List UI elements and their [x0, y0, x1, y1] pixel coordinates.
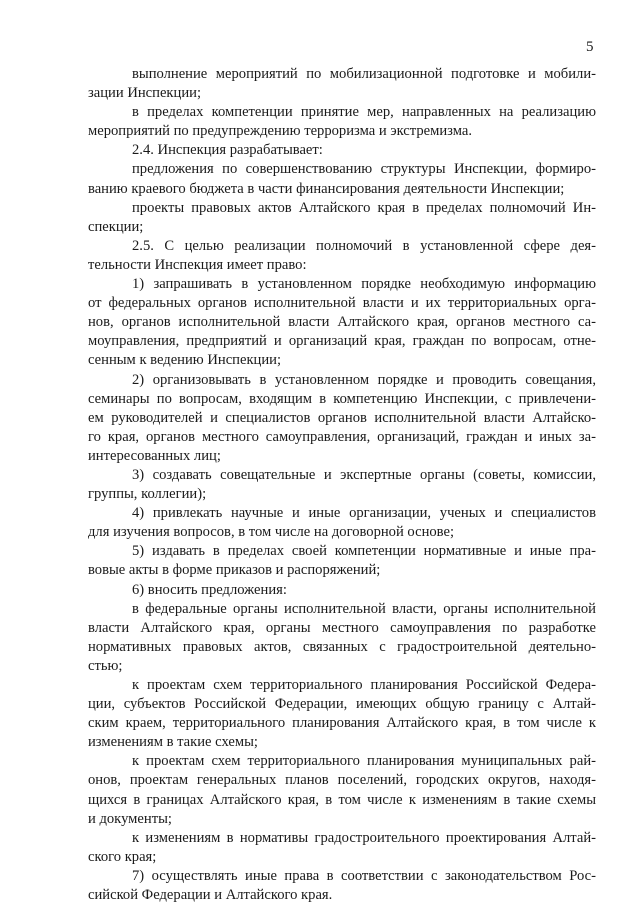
text-line: ванию краевого бюджета в части финансирования деятельности Инспекции;: [88, 180, 565, 197]
text-line: вовые акты в форме приказов и распоряжений;: [88, 562, 381, 579]
text-line: в пределах компетенции принятие мер, направленных на реализацию: [132, 104, 596, 121]
text-line: 5) издавать в пределах своей компетенции нормативные и иные пра-: [132, 543, 596, 560]
text-line: щихся в границах Алтайского края, в том числе к изменениям в такие схемы: [88, 791, 596, 808]
text-line: ем руководителей и специалистов органов исполнительной власти Алтайско-: [88, 409, 596, 426]
text-line: тельности Инспекция имеет право:: [88, 256, 307, 273]
text-line: проекты правовых актов Алтайского края в пределах полномочий Ин-: [132, 199, 596, 216]
text-line: власти Алтайского края, органы местного самоуправления по разработке: [88, 619, 596, 636]
text-line: стью;: [88, 657, 123, 674]
text-line: интересованных лиц;: [88, 447, 221, 464]
text-line: для изучения вопросов, в том числе на договорной основе;: [88, 524, 455, 541]
body-text: [88, 65, 596, 905]
text-line: 6) вносить предложения:: [132, 581, 287, 598]
text-line: го края, органов местного самоуправления, организаций, граждан и иных за-: [88, 428, 596, 445]
text-line: онов, проектам генеральных планов поселений, городских округов, находя-: [88, 772, 596, 789]
text-line: от федеральных органов исполнительной власти и их территориальных орга-: [88, 295, 596, 312]
text-line: изменениям в такие схемы;: [88, 734, 258, 751]
text-line: семинары по вопросам, входящим в компетенцию Инспекции, с привлечени-: [88, 390, 596, 407]
text-line: зации Инспекции;: [88, 85, 202, 102]
page-number: 5: [586, 39, 594, 55]
text-line: 2.4. Инспекция разрабатывает:: [132, 142, 323, 159]
text-line: сийской Федерации и Алтайского края.: [88, 887, 333, 904]
text-line: к изменениям в нормативы градостроительного проектирования Алтай-: [132, 829, 596, 846]
text-line: мероприятий по предупреждению терроризма и экстремизма.: [88, 123, 472, 140]
text-line: сенным к ведению Инспекции;: [88, 352, 282, 369]
text-line: к проектам схем территориального планирования Российской Федера-: [132, 677, 596, 693]
text-line: нормативных правовых актов, связанных с градостроительной деятельно-: [88, 638, 596, 655]
text-line: 4) привлекать научные и иные организации, ученых и специалистов: [132, 505, 596, 522]
text-line: предложения по совершенствованию структуры Инспекции, формиро-: [132, 161, 596, 178]
text-line: ским краем, территориального планирования Алтайского края, в том числе к: [88, 715, 596, 732]
text-line: спекции;: [88, 218, 144, 235]
text-line: группы, коллегии);: [88, 486, 207, 503]
text-line: выполнение мероприятий по мобилизационной подготовке и мобили-: [132, 66, 596, 82]
text-line: 2) организовывать в установленном порядке и проводить совещания,: [132, 371, 596, 388]
text-line: 1) запрашивать в установленном порядке необходимую информацию: [132, 276, 596, 293]
text-line: в федеральные органы исполнительной власти, органы исполнительной: [132, 600, 596, 617]
text-line: моуправления, предприятий и организаций края, граждан по вопросам, отне-: [88, 333, 596, 350]
text-line: ского края;: [88, 848, 157, 865]
text-line: и документы;: [88, 810, 172, 827]
text-line: 7) осуществлять иные права в соответствии с законодательством Рос-: [132, 867, 596, 884]
text-line: ции, субъектов Российской Федерации, имеющих общую границу с Алтай-: [88, 696, 596, 713]
text-line: 3) создавать совещательные и экспертные органы (советы, комиссии,: [132, 466, 596, 483]
text-line: нов, органов исполнительной власти Алтайского края, органов местного са-: [88, 314, 596, 331]
text-line: 2.5. С целью реализации полномочий в установленной сфере дея-: [132, 237, 596, 254]
text-line: к проектам схем территориального планирования муниципальных рай-: [132, 753, 596, 770]
